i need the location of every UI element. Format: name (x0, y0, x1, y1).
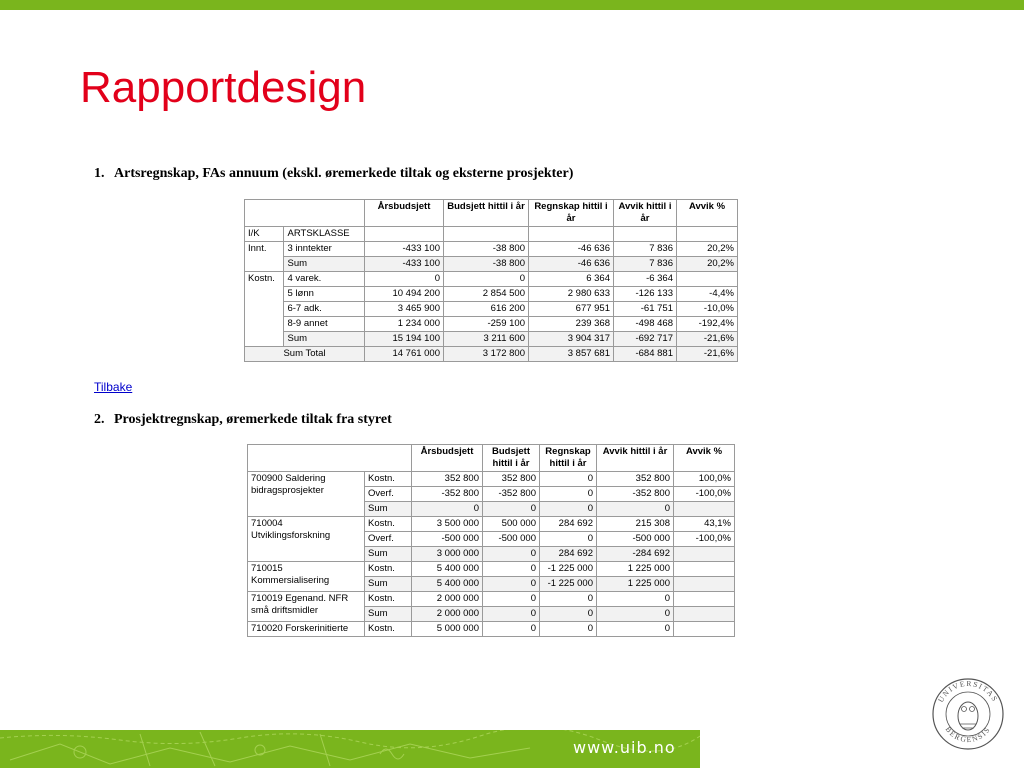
value-cell: -192,4% (677, 317, 738, 332)
value-cell: 215 308 (597, 517, 674, 532)
table-row (248, 622, 735, 637)
value-cell: 1 225 000 (597, 577, 674, 592)
value-cell: 15 194 100 (365, 332, 444, 347)
footer-url: www.uib.no (573, 738, 676, 757)
project-name-cell: 710020 Forskerinitierte (248, 622, 365, 637)
value-cell: 352 800 (483, 472, 540, 487)
value-cell: -500 000 (483, 532, 540, 547)
artsklasse-cell: Sum (284, 257, 365, 272)
value-cell: 43,1% (674, 517, 735, 532)
artsklasse-cell: 6-7 adk. (284, 302, 365, 317)
value-cell: 0 (483, 547, 540, 562)
type-cell: Sum (365, 607, 412, 622)
type-cell: Kostn. (365, 622, 412, 637)
value-cell: -259 100 (444, 317, 529, 332)
top-accent-bar (0, 0, 1024, 10)
value-cell: -352 800 (597, 487, 674, 502)
type-cell: Overf. (365, 532, 412, 547)
subheader-blank-cell (677, 227, 738, 242)
artsklasse-cell: Sum (284, 332, 365, 347)
section1-heading (94, 166, 573, 182)
value-cell: 677 951 (529, 302, 614, 317)
total-value-cell: -684 881 (614, 347, 677, 362)
value-cell: 0 (540, 532, 597, 547)
value-cell: 0 (483, 562, 540, 577)
col-header-arsbudsjett: Årsbudsjett (412, 445, 483, 472)
value-cell: 2 000 000 (412, 592, 483, 607)
tilbake-link[interactable]: Tilbake (94, 380, 133, 394)
header-blank-cell (248, 445, 412, 472)
value-cell (674, 622, 735, 637)
uib-seal-logo (930, 676, 1006, 752)
total-value-cell: 14 761 000 (365, 347, 444, 362)
value-cell: 0 (444, 272, 529, 287)
value-cell: 0 (412, 502, 483, 517)
value-cell: 0 (483, 607, 540, 622)
value-cell: 0 (597, 622, 674, 637)
value-cell: -126 133 (614, 287, 677, 302)
table-row (245, 287, 738, 302)
table-row (245, 272, 738, 287)
type-cell: Sum (365, 502, 412, 517)
svg-text:BERGENSIS: BERGENSIS (943, 724, 993, 745)
value-cell: -46 636 (529, 242, 614, 257)
value-cell: -6 364 (614, 272, 677, 287)
value-cell: 3 000 000 (412, 547, 483, 562)
value-cell: -10,0% (677, 302, 738, 317)
value-cell: 3 465 900 (365, 302, 444, 317)
value-cell: 6 364 (529, 272, 614, 287)
ik-cell: Innt. (245, 242, 284, 272)
section1-number: 1. (94, 166, 105, 181)
artsregnskap-table (244, 199, 738, 362)
artsklasse-cell: 3 inntekter (284, 242, 365, 257)
ik-cell: Kostn. (245, 272, 284, 347)
col-header-regnskap: Regnskap hittil i år (529, 200, 614, 227)
artsklasse-cell: 4 varek. (284, 272, 365, 287)
value-cell: -100,0% (674, 487, 735, 502)
value-cell: -38 800 (444, 242, 529, 257)
value-cell: -284 692 (597, 547, 674, 562)
subheader-blank-cell (614, 227, 677, 242)
value-cell: 0 (540, 502, 597, 517)
value-cell: 0 (540, 592, 597, 607)
page-title: Rapportdesign (80, 63, 367, 112)
value-cell: 5 400 000 (412, 577, 483, 592)
value-cell: 616 200 (444, 302, 529, 317)
col-header-avvik-pct: Avvik % (677, 200, 738, 227)
col-header-avvik: Avvik hittil i år (614, 200, 677, 227)
value-cell: 0 (597, 502, 674, 517)
table-row (248, 517, 735, 532)
total-label: Sum Total (245, 347, 365, 362)
value-cell: -500 000 (597, 532, 674, 547)
artsklasse-cell: 5 lønn (284, 287, 365, 302)
value-cell: 0 (365, 272, 444, 287)
header-blank-cell (245, 200, 365, 227)
value-cell: 352 800 (597, 472, 674, 487)
value-cell: 20,2% (677, 242, 738, 257)
value-cell: 7 836 (614, 242, 677, 257)
col-header-budsjett: Budsjett hittil i år (444, 200, 529, 227)
value-cell: 2 854 500 (444, 287, 529, 302)
value-cell: 284 692 (540, 517, 597, 532)
value-cell: -100,0% (674, 532, 735, 547)
type-cell: Kostn. (365, 517, 412, 532)
type-cell: Sum (365, 577, 412, 592)
subheader-row (245, 227, 738, 242)
value-cell (674, 562, 735, 577)
value-cell: 7 836 (614, 257, 677, 272)
prosjektregnskap-table (247, 444, 735, 637)
value-cell: -433 100 (365, 242, 444, 257)
value-cell: 3 211 600 (444, 332, 529, 347)
value-cell (674, 592, 735, 607)
value-cell: -433 100 (365, 257, 444, 272)
value-cell: -4,4% (677, 287, 738, 302)
value-cell: -352 800 (483, 487, 540, 502)
value-cell: -1 225 000 (540, 577, 597, 592)
type-cell: Kostn. (365, 592, 412, 607)
section1-heading-text: Artsregnskap, FAs annuum (ekskl. øremerkede tiltak og eksterne prosjekter) (114, 166, 574, 181)
value-cell: -38 800 (444, 257, 529, 272)
value-cell: 0 (597, 607, 674, 622)
col-header-arsbudsjett: Årsbudsjett (365, 200, 444, 227)
value-cell: 0 (540, 487, 597, 502)
value-cell: 239 368 (529, 317, 614, 332)
subheader-artsklasse: ARTSKLASSE (284, 227, 365, 242)
value-cell (674, 607, 735, 622)
table-row (248, 592, 735, 607)
table-row (245, 242, 738, 257)
value-cell: -352 800 (412, 487, 483, 502)
project-name-cell: 710004 Utviklingsforskning (248, 517, 365, 562)
value-cell: 500 000 (483, 517, 540, 532)
value-cell (674, 502, 735, 517)
type-cell: Kostn. (365, 472, 412, 487)
section2-heading (94, 412, 392, 428)
value-cell: 0 (540, 622, 597, 637)
value-cell: -500 000 (412, 532, 483, 547)
total-row (245, 347, 738, 362)
value-cell: 2 980 633 (529, 287, 614, 302)
value-cell: 100,0% (674, 472, 735, 487)
type-cell: Kostn. (365, 562, 412, 577)
value-cell: 1 225 000 (597, 562, 674, 577)
project-name-cell: 710015 Kommersialisering (248, 562, 365, 592)
value-cell: 5 000 000 (412, 622, 483, 637)
value-cell: 20,2% (677, 257, 738, 272)
value-cell: 0 (597, 592, 674, 607)
value-cell: 0 (483, 502, 540, 517)
table-row (245, 332, 738, 347)
value-cell: -61 751 (614, 302, 677, 317)
value-cell: 10 494 200 (365, 287, 444, 302)
section2-heading-text: Prosjektregnskap, øremerkede tiltak fra styret (114, 412, 392, 427)
value-cell: -1 225 000 (540, 562, 597, 577)
total-value-cell: -21,6% (677, 347, 738, 362)
value-cell: 284 692 (540, 547, 597, 562)
value-cell: -692 717 (614, 332, 677, 347)
value-cell: 0 (483, 622, 540, 637)
type-cell: Sum (365, 547, 412, 562)
col-header-budsjett: Budsjett hittil i år (483, 445, 540, 472)
project-name-cell: 700900 Saldering bidragsprosjekter (248, 472, 365, 517)
svg-text:UNIVERSITAS: UNIVERSITAS (936, 678, 1000, 704)
subheader-blank-cell (365, 227, 444, 242)
subheader-blank-cell (444, 227, 529, 242)
value-cell: 3 904 317 (529, 332, 614, 347)
subheader-blank-cell (529, 227, 614, 242)
value-cell: -46 636 (529, 257, 614, 272)
value-cell: 0 (483, 577, 540, 592)
table-header-row (248, 445, 735, 472)
value-cell: 5 400 000 (412, 562, 483, 577)
value-cell: -21,6% (677, 332, 738, 347)
value-cell: -498 468 (614, 317, 677, 332)
col-header-avvik-pct: Avvik % (674, 445, 735, 472)
artsklasse-cell: 8-9 annet (284, 317, 365, 332)
project-name-cell: 710019 Egenand. NFR små driftsmidler (248, 592, 365, 622)
value-cell: 352 800 (412, 472, 483, 487)
total-value-cell: 3 172 800 (444, 347, 529, 362)
value-cell: 0 (540, 472, 597, 487)
table-header-row (245, 200, 738, 227)
table-row (248, 472, 735, 487)
subheader-ik: I/K (245, 227, 284, 242)
col-header-avvik: Avvik hittil i år (597, 445, 674, 472)
value-cell: 2 000 000 (412, 607, 483, 622)
value-cell (674, 547, 735, 562)
value-cell: 0 (483, 592, 540, 607)
value-cell: 3 500 000 (412, 517, 483, 532)
table-row (245, 302, 738, 317)
value-cell (674, 577, 735, 592)
total-value-cell: 3 857 681 (529, 347, 614, 362)
type-cell: Overf. (365, 487, 412, 502)
value-cell: 0 (540, 607, 597, 622)
col-header-regnskap: Regnskap hittil i år (540, 445, 597, 472)
value-cell: 1 234 000 (365, 317, 444, 332)
table-row (248, 562, 735, 577)
table-row (245, 257, 738, 272)
section2-number: 2. (94, 412, 105, 427)
table-row (245, 317, 738, 332)
value-cell (677, 272, 738, 287)
